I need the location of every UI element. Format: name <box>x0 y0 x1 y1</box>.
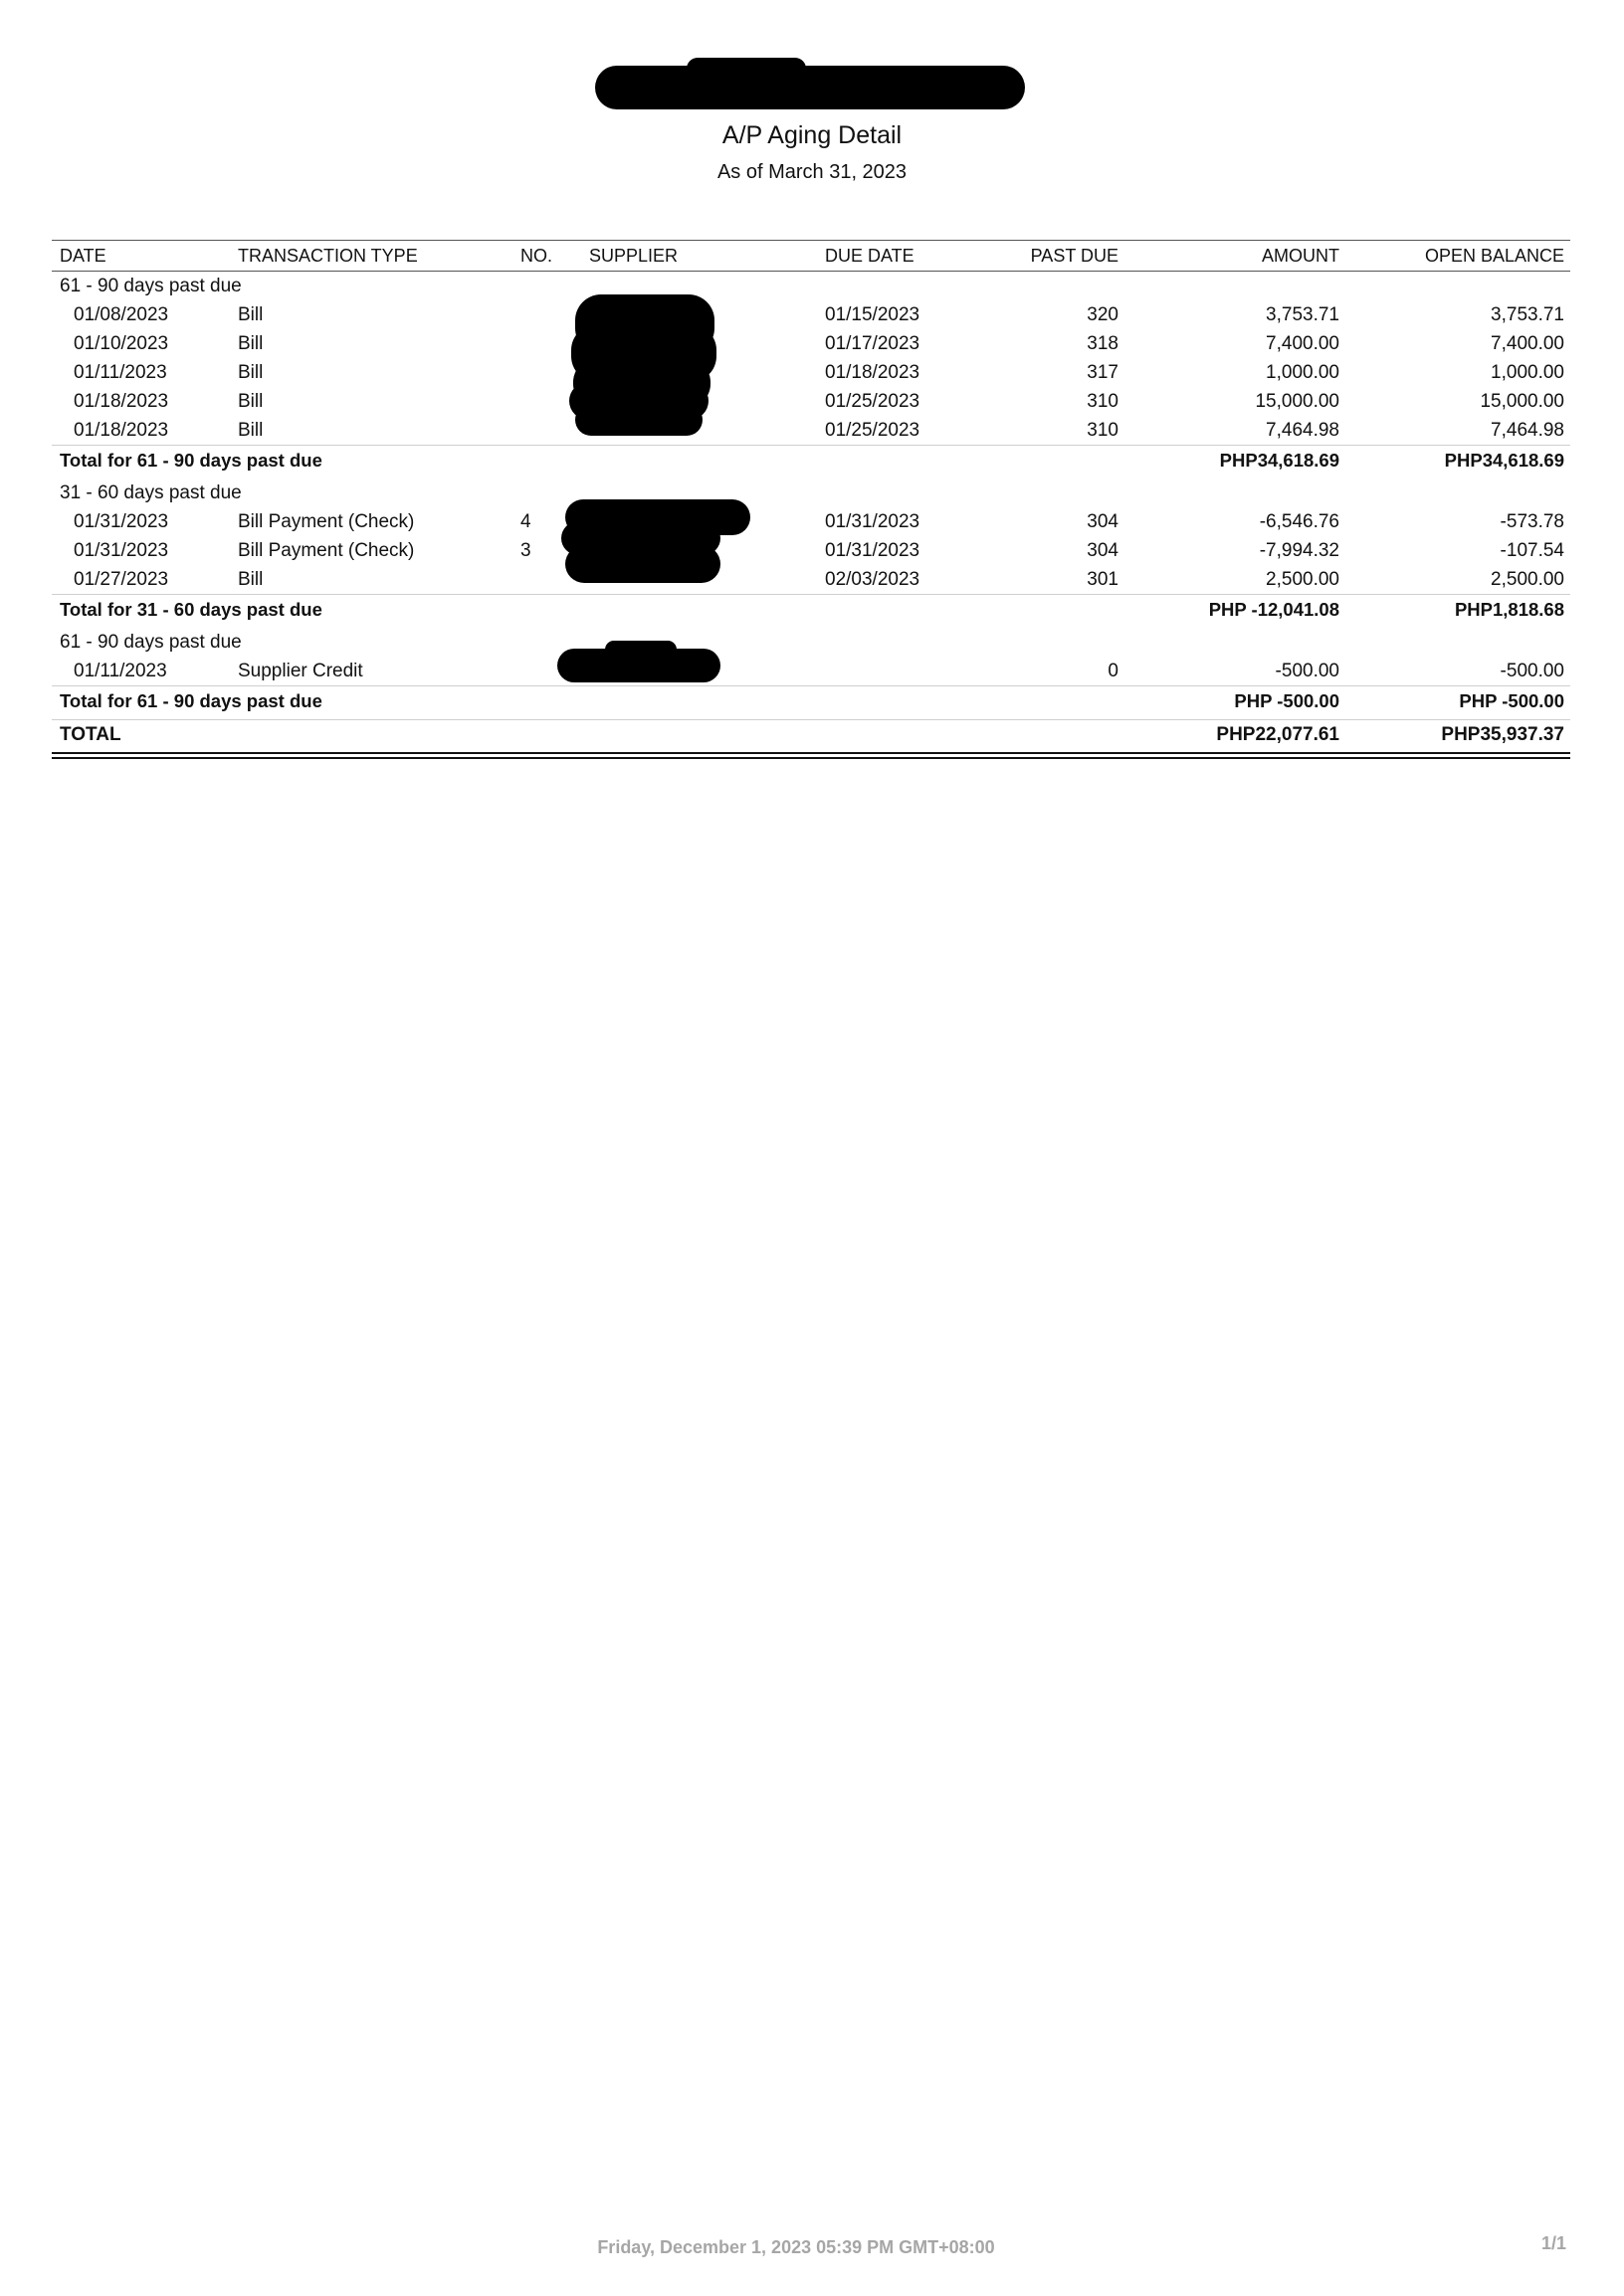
cell-due-date: 02/03/2023 <box>825 569 920 590</box>
cell-due-date: 01/31/2023 <box>825 540 920 561</box>
section-total-row <box>52 445 1570 475</box>
column-header-row <box>52 240 1570 272</box>
cell-due-date: 01/25/2023 <box>825 391 920 412</box>
redacted-supplier <box>605 641 677 659</box>
footer-timestamp: Friday, December 1, 2023 05:39 PM GMT+08:00 <box>597 2237 995 2257</box>
section-title: 61 - 90 days past due <box>60 276 242 296</box>
section-total-row <box>52 594 1570 624</box>
section-total-label: Total for 31 - 60 days past due <box>60 599 322 620</box>
table-row <box>52 507 1570 536</box>
cell-past-due: 320 <box>1087 304 1118 325</box>
cell-open-balance: 15,000.00 <box>1480 391 1564 412</box>
cell-open-balance: 7,464.98 <box>1491 420 1564 441</box>
redacted-company-name <box>595 66 1025 109</box>
section-total-amount: PHP -12,041.08 <box>1208 599 1339 620</box>
section-label <box>52 478 1570 507</box>
col-header-past-due: PAST DUE <box>1030 246 1118 266</box>
cell-type: Bill <box>238 569 264 590</box>
cell-past-due: 310 <box>1087 420 1118 441</box>
col-header-date: DATE <box>60 246 106 266</box>
cell-past-due: 304 <box>1087 511 1118 532</box>
cell-amount: -7,994.32 <box>1259 540 1339 561</box>
table-row <box>52 657 1570 685</box>
table-row <box>52 536 1570 565</box>
col-header-amount: AMOUNT <box>1262 246 1339 266</box>
col-header-open-balance: OPEN BALANCE <box>1424 246 1564 266</box>
cell-open-balance: -573.78 <box>1500 511 1564 532</box>
grand-total-row <box>52 719 1570 752</box>
section-total-label: Total for 61 - 90 days past due <box>60 690 322 711</box>
cell-amount: 2,500.00 <box>1266 569 1339 590</box>
cell-date: 01/11/2023 <box>74 661 167 681</box>
section-total-amount: PHP34,618.69 <box>1219 450 1339 471</box>
table-row <box>52 387 1570 416</box>
section-title: 61 - 90 days past due <box>60 632 242 653</box>
cell-amount: 7,464.98 <box>1266 420 1339 441</box>
cell-past-due: 317 <box>1087 362 1118 383</box>
section-total-open-balance: PHP -500.00 <box>1459 690 1564 711</box>
cell-open-balance: 3,753.71 <box>1491 304 1564 325</box>
cell-date: 01/18/2023 <box>74 391 169 412</box>
section-total-amount: PHP -500.00 <box>1234 690 1339 711</box>
table-row <box>52 300 1570 329</box>
table-row <box>52 565 1570 594</box>
cell-due-date: 01/18/2023 <box>825 362 920 383</box>
cell-no: 3 <box>520 540 531 561</box>
cell-type: Bill <box>238 304 264 325</box>
cell-open-balance: -500.00 <box>1500 661 1564 681</box>
report-title: A/P Aging Detail <box>721 121 903 149</box>
cell-no: 4 <box>520 511 531 532</box>
cell-past-due: 0 <box>1108 661 1118 681</box>
cell-open-balance: 7,400.00 <box>1491 333 1564 354</box>
redacted-supplier <box>565 545 720 583</box>
redacted-company-name-edge <box>687 58 806 80</box>
section-label <box>52 272 1570 300</box>
table-row <box>52 416 1570 445</box>
cell-open-balance: 1,000.00 <box>1491 362 1564 383</box>
cell-date: 01/08/2023 <box>74 304 169 325</box>
section-total-open-balance: PHP1,818.68 <box>1454 599 1564 620</box>
cell-open-balance: -107.54 <box>1500 540 1564 561</box>
cell-amount: -6,546.76 <box>1259 511 1339 532</box>
cell-date: 01/18/2023 <box>74 420 169 441</box>
grand-total-amount: PHP22,077.61 <box>1216 724 1339 745</box>
cell-open-balance: 2,500.00 <box>1491 569 1564 590</box>
double-underline-rule <box>52 752 1570 759</box>
aging-table <box>52 240 1570 759</box>
cell-due-date: 01/31/2023 <box>825 511 920 532</box>
cell-type: Bill <box>238 362 264 383</box>
cell-past-due: 304 <box>1087 540 1118 561</box>
col-header-no: NO. <box>520 246 553 266</box>
cell-past-due: 310 <box>1087 391 1118 412</box>
grand-total-label: TOTAL <box>60 724 121 745</box>
cell-amount: 3,753.71 <box>1266 304 1339 325</box>
cell-due-date: 01/15/2023 <box>825 304 920 325</box>
cell-type: Supplier Credit <box>238 661 363 681</box>
cell-date: 01/27/2023 <box>74 569 169 590</box>
redacted-supplier <box>575 404 703 436</box>
grand-total-open-balance: PHP35,937.37 <box>1441 724 1564 745</box>
col-header-due-date: DUE DATE <box>825 246 914 266</box>
cell-due-date: 01/17/2023 <box>825 333 920 354</box>
table-row <box>52 358 1570 387</box>
cell-amount: -500.00 <box>1275 661 1339 681</box>
footer-page-number: 1/1 <box>1540 2233 1566 2253</box>
section-total-row <box>52 685 1570 715</box>
cell-past-due: 301 <box>1087 569 1118 590</box>
col-header-supplier: SUPPLIER <box>589 246 679 266</box>
report-subtitle: As of March 31, 2023 <box>716 161 908 183</box>
cell-date: 01/11/2023 <box>74 362 167 383</box>
table-row <box>52 329 1570 358</box>
cell-date: 01/31/2023 <box>74 540 169 561</box>
col-header-transaction-type: TRANSACTION TYPE <box>238 246 418 266</box>
cell-past-due: 318 <box>1087 333 1118 354</box>
section-title: 31 - 60 days past due <box>60 482 242 503</box>
cell-type: Bill Payment (Check) <box>238 511 415 532</box>
cell-date: 01/31/2023 <box>74 511 169 532</box>
section-total-open-balance: PHP34,618.69 <box>1444 450 1564 471</box>
cell-type: Bill Payment (Check) <box>238 540 415 561</box>
cell-type: Bill <box>238 420 264 441</box>
cell-type: Bill <box>238 391 264 412</box>
cell-amount: 7,400.00 <box>1266 333 1339 354</box>
cell-amount: 1,000.00 <box>1266 362 1339 383</box>
section-total-label: Total for 61 - 90 days past due <box>60 450 322 471</box>
cell-date: 01/10/2023 <box>74 333 169 354</box>
cell-due-date: 01/25/2023 <box>825 420 920 441</box>
cell-type: Bill <box>238 333 264 354</box>
cell-amount: 15,000.00 <box>1255 391 1339 412</box>
section-label <box>52 628 1570 657</box>
